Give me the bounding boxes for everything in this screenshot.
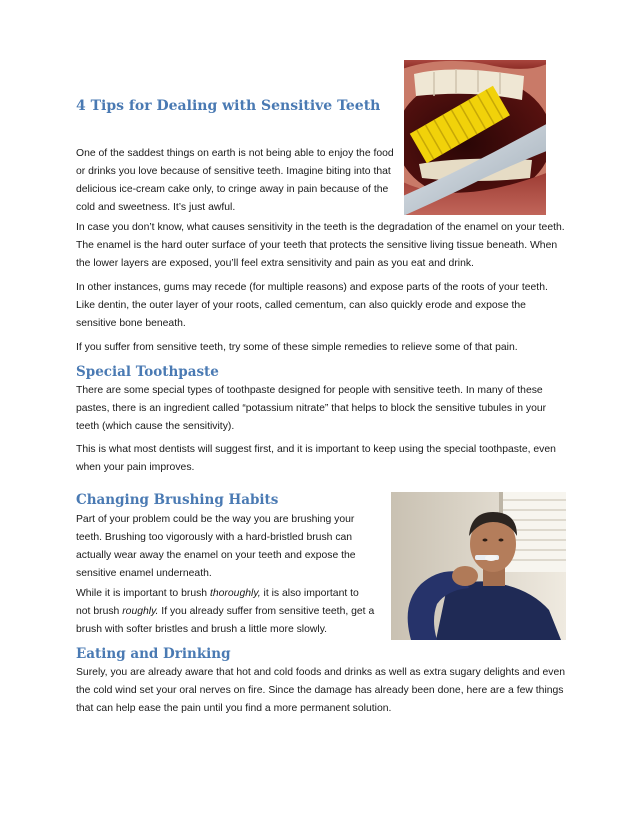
emphasis-roughly: roughly.	[122, 606, 159, 617]
intro-paragraph-3: In other instances, gums may recede (for multiple reasons) and expose parts of the roots of your teeth. Like dentin, the outer layer of your roots, called cementum, can also quickly erode and expose the sensitive bone beneath.	[76, 282, 548, 329]
section-heading-special-toothpaste: Special Toothpaste	[76, 364, 219, 380]
brushing-paragraph-2-text-a: While it is important to brush	[76, 588, 210, 599]
toothpaste-paragraph-2: This is what most dentists will suggest first, and it is important to keep using the special toothpaste, even when your pain improves.	[76, 444, 556, 473]
brushing-paragraph-2	[76, 585, 376, 639]
brushing-paragraph-2-text-b: it is also important to not brush	[76, 588, 359, 617]
section-heading-eating-drinking: Eating and Drinking	[76, 646, 231, 662]
section-heading-brushing-habits: Changing Brushing Habits	[76, 492, 279, 508]
toothbrush-mouth-photo	[404, 60, 546, 215]
article-title: 4 Tips for Dealing with Sensitive Teeth	[76, 98, 381, 114]
emphasis-thoroughly: thoroughly,	[209, 588, 261, 599]
man-brushing-photo	[391, 492, 566, 640]
eating-paragraph-1: Surely, you are already aware that hot and cold foods and drinks as well as extra sugary delights and even the cold wind set your oral nerves on fire. Since the damage has already been done, here are a few things that can help ease the pain until you find a more permanent solution.	[76, 667, 566, 714]
brushing-paragraph-1: Part of your problem could be the way you are brushing your teeth. Brushing too vigorously with a hard-bristled brush can actually wear away the enamel on your teeth and expose the sensitive enamel underneath.	[76, 514, 356, 579]
brushing-paragraph-2-text-c: If you already suffer from sensitive teeth, get a brush with softer bristles and brush a little more slowly.	[76, 606, 375, 635]
intro-paragraph-1: One of the saddest things on earth is not being able to enjoy the food or drinks you love because of sensitive teeth. Imagine biting into that delicious ice-cream cake only, to cringe away in pain because of the cold and sweetness. It’s just awful.	[76, 148, 394, 213]
intro-paragraph-2: In case you don’t know, what causes sensitivity in the teeth is the degradation of the enamel on your teeth. The enamel is the hard outer surface of your teeth that protects the sensitive living tissue beneath. When the lower layers are exposed, you’ll feel extra sensitivity and pain as you eat and drink.	[76, 222, 565, 269]
toothpaste-paragraph-1: There are some special types of toothpaste designed for people with sensitive teeth. In many of these pastes, there is an ingredient called “potassium nitrate” that helps to block the sensitive tubules in your teeth (which cause the sensitivity).	[76, 385, 547, 432]
intro-paragraph-4: If you suffer from sensitive teeth, try some of these simple remedies to relieve some of that pain.	[76, 342, 518, 353]
